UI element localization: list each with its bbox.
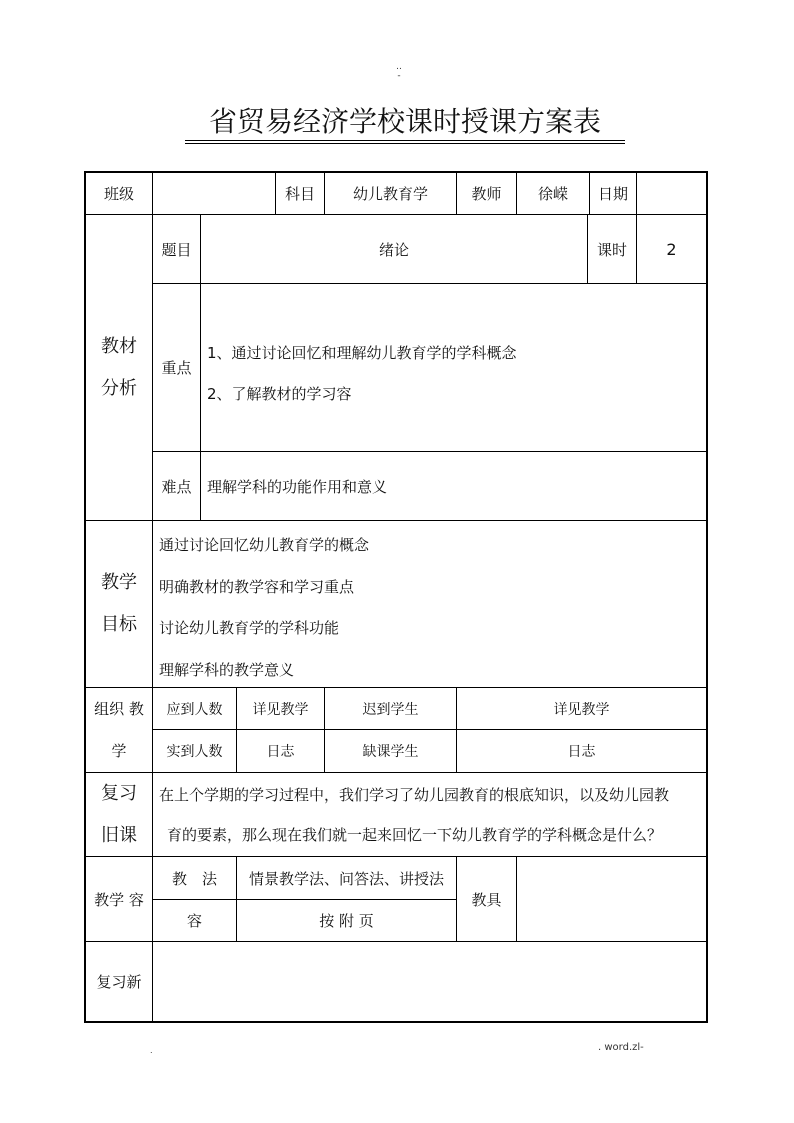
page-title: 省贸易经济学校课时授课方案表: [208, 105, 601, 138]
header-mark-top: ..: [396, 62, 402, 72]
class-value: [153, 173, 275, 214]
footer-left-mark: .: [150, 1046, 153, 1055]
teaching-goals-list: [159, 525, 699, 685]
difficulty-value: 理解学科的功能作用和意义: [207, 477, 388, 496]
goals-label-line2: 目标: [101, 614, 137, 635]
date-label: 日期: [597, 185, 628, 203]
title-underline: [185, 140, 625, 141]
material-analysis-label: [86, 215, 152, 520]
teacher-value: 徐嵘: [537, 185, 568, 203]
footer-watermark: . word.zl-: [598, 1042, 644, 1053]
review-label: [86, 773, 152, 856]
topic-value: 绪论: [378, 240, 409, 259]
hours-value: 2: [666, 239, 677, 259]
teaching-goals-label: [86, 521, 152, 687]
goal-item: 理解学科的教学意义: [159, 660, 295, 679]
teacher-label: 教师: [471, 185, 502, 203]
review-label-line2: 旧课: [101, 824, 137, 846]
teaching-tools-label: 教具: [471, 890, 502, 909]
key-point-item: 2、了解教材的学习容: [207, 385, 352, 403]
topic-label: 题目: [161, 240, 192, 259]
material-label-line2: 分析: [101, 377, 137, 399]
absent-students-value: 日志: [567, 744, 596, 760]
review-text: [159, 775, 704, 855]
review-line: 在上个学期的学习过程中，我们学习了幼儿园教育的根底知识，以及幼儿园教: [159, 786, 670, 804]
goal-item: 明确教材的教学容和学习重点: [159, 577, 355, 596]
material-label-line1: 教材: [101, 335, 137, 357]
subject-value: 幼儿教育学: [352, 185, 428, 203]
actual-count-value: 日志: [266, 744, 295, 760]
row-divider: [86, 772, 706, 773]
key-points-list: [207, 333, 697, 403]
row-divider: [152, 283, 706, 284]
goal-item: 通过讨论回忆幼儿教育学的概念: [159, 536, 370, 554]
new-lesson-label: 复习新: [96, 973, 142, 991]
actual-count-label: 实到人数: [166, 744, 223, 760]
key-point-item: 1、通过讨论回忆和理解幼儿教育学的学科概念: [207, 344, 517, 362]
teaching-tools-value: [517, 857, 706, 941]
key-points-label: 重点: [161, 359, 192, 377]
title-underline-2: [185, 143, 625, 144]
date-value: [637, 173, 706, 214]
difficulty-label: 难点: [161, 477, 192, 496]
new-lesson-value: [153, 942, 706, 1021]
expected-count-label: 应到人数: [166, 701, 223, 718]
content-value: 按 附 页: [319, 912, 374, 930]
absent-students-label: 缺课学生: [362, 744, 419, 760]
review-line: 育的要素，那么现在我们就一起来回忆一下幼儿教育学的学科概念是什么？: [167, 826, 663, 844]
organization-label-line2: 学: [111, 742, 127, 760]
review-label-line1: 复习: [101, 782, 137, 804]
teaching-content-label: 教学 容: [94, 890, 144, 909]
content-label: 容: [186, 912, 202, 930]
lesson-plan-table: [84, 171, 708, 1023]
goal-item: 讨论幼儿教育学的学科功能: [159, 619, 340, 637]
late-students-value: 详见教学: [553, 701, 610, 718]
organization-label-line1: 组织 教: [94, 700, 144, 718]
row-divider: [86, 520, 706, 521]
subject-label: 科目: [284, 185, 315, 203]
organization-label: [86, 688, 152, 772]
goals-label-line1: 教学: [101, 572, 137, 593]
expected-count-value: 详见教学: [252, 701, 309, 718]
late-students-label: 迟到学生: [362, 701, 419, 718]
header-mark-bottom: -: [397, 71, 401, 81]
teaching-method-label: 教 法: [171, 869, 217, 888]
hours-label: 课时: [596, 240, 627, 259]
class-label: 班级: [103, 185, 134, 203]
teaching-method-value: 情景教学法、问答法、讲授法: [248, 869, 444, 888]
